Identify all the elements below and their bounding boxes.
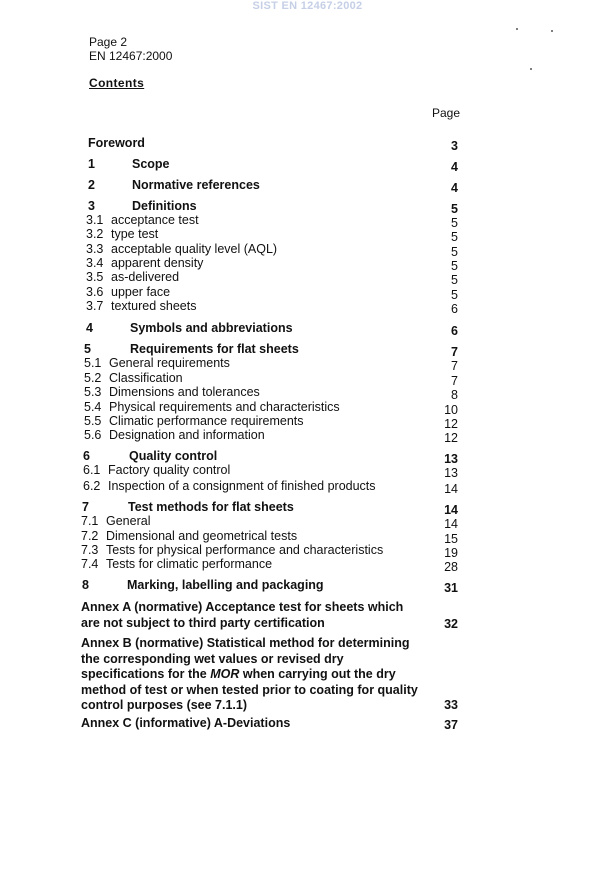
toc-title: Tests for physical performance and characteristics [106,543,384,557]
toc-number: 7.2 [81,529,99,543]
toc-page: 7 [451,374,458,388]
toc-title: Dimensional and geometrical tests [106,529,298,543]
contents-title: Contents [89,76,145,90]
toc-page: 7 [451,359,458,373]
toc-page: 28 [444,560,458,574]
toc-page: 12 [444,417,458,431]
annex-c-title: Annex C (informative) A-Deviations [81,716,291,730]
toc-title: Scope [132,157,170,171]
scan-speck [551,30,553,32]
toc-entry-annex-b[interactable] [81,636,426,714]
toc-title: Classification [109,371,183,385]
toc-title: Designation and information [109,428,265,442]
toc-number: 7.1 [81,514,99,528]
toc-number: 8 [82,578,89,592]
toc-title: textured sheets [111,299,197,313]
toc-title: Factory quality control [108,463,231,477]
scan-speck [530,68,532,70]
toc-number: 3.2 [86,227,104,241]
toc-title: acceptance test [111,213,199,227]
toc-title: apparent density [111,256,204,270]
toc-number: 3.1 [86,213,104,227]
toc-page: 5 [451,230,458,244]
toc-page: 37 [444,718,458,732]
toc-page: 15 [444,532,458,546]
toc-page: 5 [451,273,458,287]
mor-abbreviation: MOR [210,667,240,681]
toc-page: 7 [451,345,458,359]
toc-page: 13 [444,466,458,480]
toc-number: 5.1 [84,356,102,370]
toc-page: 32 [444,617,458,631]
toc-title: Symbols and abbreviations [130,321,293,335]
toc-title: Test methods for flat sheets [128,500,294,514]
toc-page: 10 [444,403,458,417]
toc-title: Dimensions and tolerances [109,385,260,399]
toc-number: 4 [86,321,93,335]
toc-number: 6 [83,449,90,463]
toc-page: 4 [451,181,458,195]
toc-number: 3.6 [86,285,104,299]
toc-title: Quality control [129,449,218,463]
toc-number: 3.5 [86,270,104,284]
toc-title: Marking, labelling and packaging [127,578,324,592]
toc-number: 7.4 [81,557,99,571]
toc-page: 3 [451,139,458,153]
toc-page: 19 [444,546,458,560]
toc-page: 5 [451,288,458,302]
annex-b-line: control purposes (see 7.1.1) [81,698,248,712]
toc-title: General [106,514,151,528]
page-number-header: Page 2 [89,35,128,49]
toc-number: 1 [88,157,95,171]
toc-number: 5.6 [84,428,102,442]
toc-number: 3.4 [86,256,104,270]
toc-page: 8 [451,388,458,402]
toc-number: 5 [84,342,91,356]
toc-title: Physical requirements and characteristics [109,400,340,414]
toc-number: 7.3 [81,543,99,557]
toc-title: Foreword [88,136,145,150]
toc-entry-annex-c[interactable] [81,716,426,732]
annex-b-line: method of test or when tested prior to coating for quality [81,682,418,697]
toc-page: 6 [451,302,458,316]
toc-number: 7 [82,500,89,514]
watermark: SIST EN 12467:2002 [252,0,363,12]
standard-id-header: EN 12467:2000 [89,49,173,63]
toc-number: 3.7 [86,299,104,313]
toc-number: 2 [88,178,95,192]
toc-title: upper face [111,285,171,299]
toc-number: 6.1 [83,463,101,477]
toc-number: 5.2 [84,371,102,385]
toc-page: 14 [444,482,458,496]
toc-title: Requirements for flat sheets [130,342,299,356]
toc-page: 5 [451,245,458,259]
toc-number: 3 [88,199,95,213]
toc-number: 6.2 [83,479,101,493]
annex-a-line: are not subject to third party certification [81,615,325,630]
annex-b-line: the corresponding wet values or revised dry [81,651,344,666]
toc-page: 5 [451,216,458,230]
annex-b-line: specifications for the MOR when carrying out the dry [81,667,396,681]
toc-page: 5 [451,259,458,273]
annex-a-line: Annex A (normative) Acceptance test for sheets which [81,600,404,614]
toc-page: 5 [451,202,458,216]
toc-number: 5.3 [84,385,102,399]
toc-number: 3.3 [86,242,104,256]
toc-page: 12 [444,431,458,445]
toc-title: as-delivered [111,270,180,284]
toc-title: Tests for climatic performance [106,557,273,571]
toc-title: type test [111,227,159,241]
toc-page: 33 [444,698,458,712]
toc-title: Normative references [132,178,260,192]
toc-title: acceptable quality level (AQL) [111,242,278,256]
toc-title: General requirements [109,356,230,370]
toc-entry-annex-a[interactable] [81,600,426,631]
toc-page: 14 [444,503,458,517]
toc-page: 31 [444,581,458,595]
toc-page: 6 [451,324,458,338]
annex-b-line: Annex B (normative) Statistical method for determining [81,636,410,650]
toc-number: 5.5 [84,414,102,428]
toc-page: 13 [444,452,458,466]
toc-title: Climatic performance requirements [109,414,304,428]
scan-speck [516,28,518,30]
toc-title: Inspection of a consignment of finished products [108,479,376,493]
page-column-label: Page [432,106,461,120]
toc-number: 5.4 [84,400,102,414]
toc-title: Definitions [132,199,197,213]
toc-page: 4 [451,160,458,174]
toc-page: 14 [444,517,458,531]
